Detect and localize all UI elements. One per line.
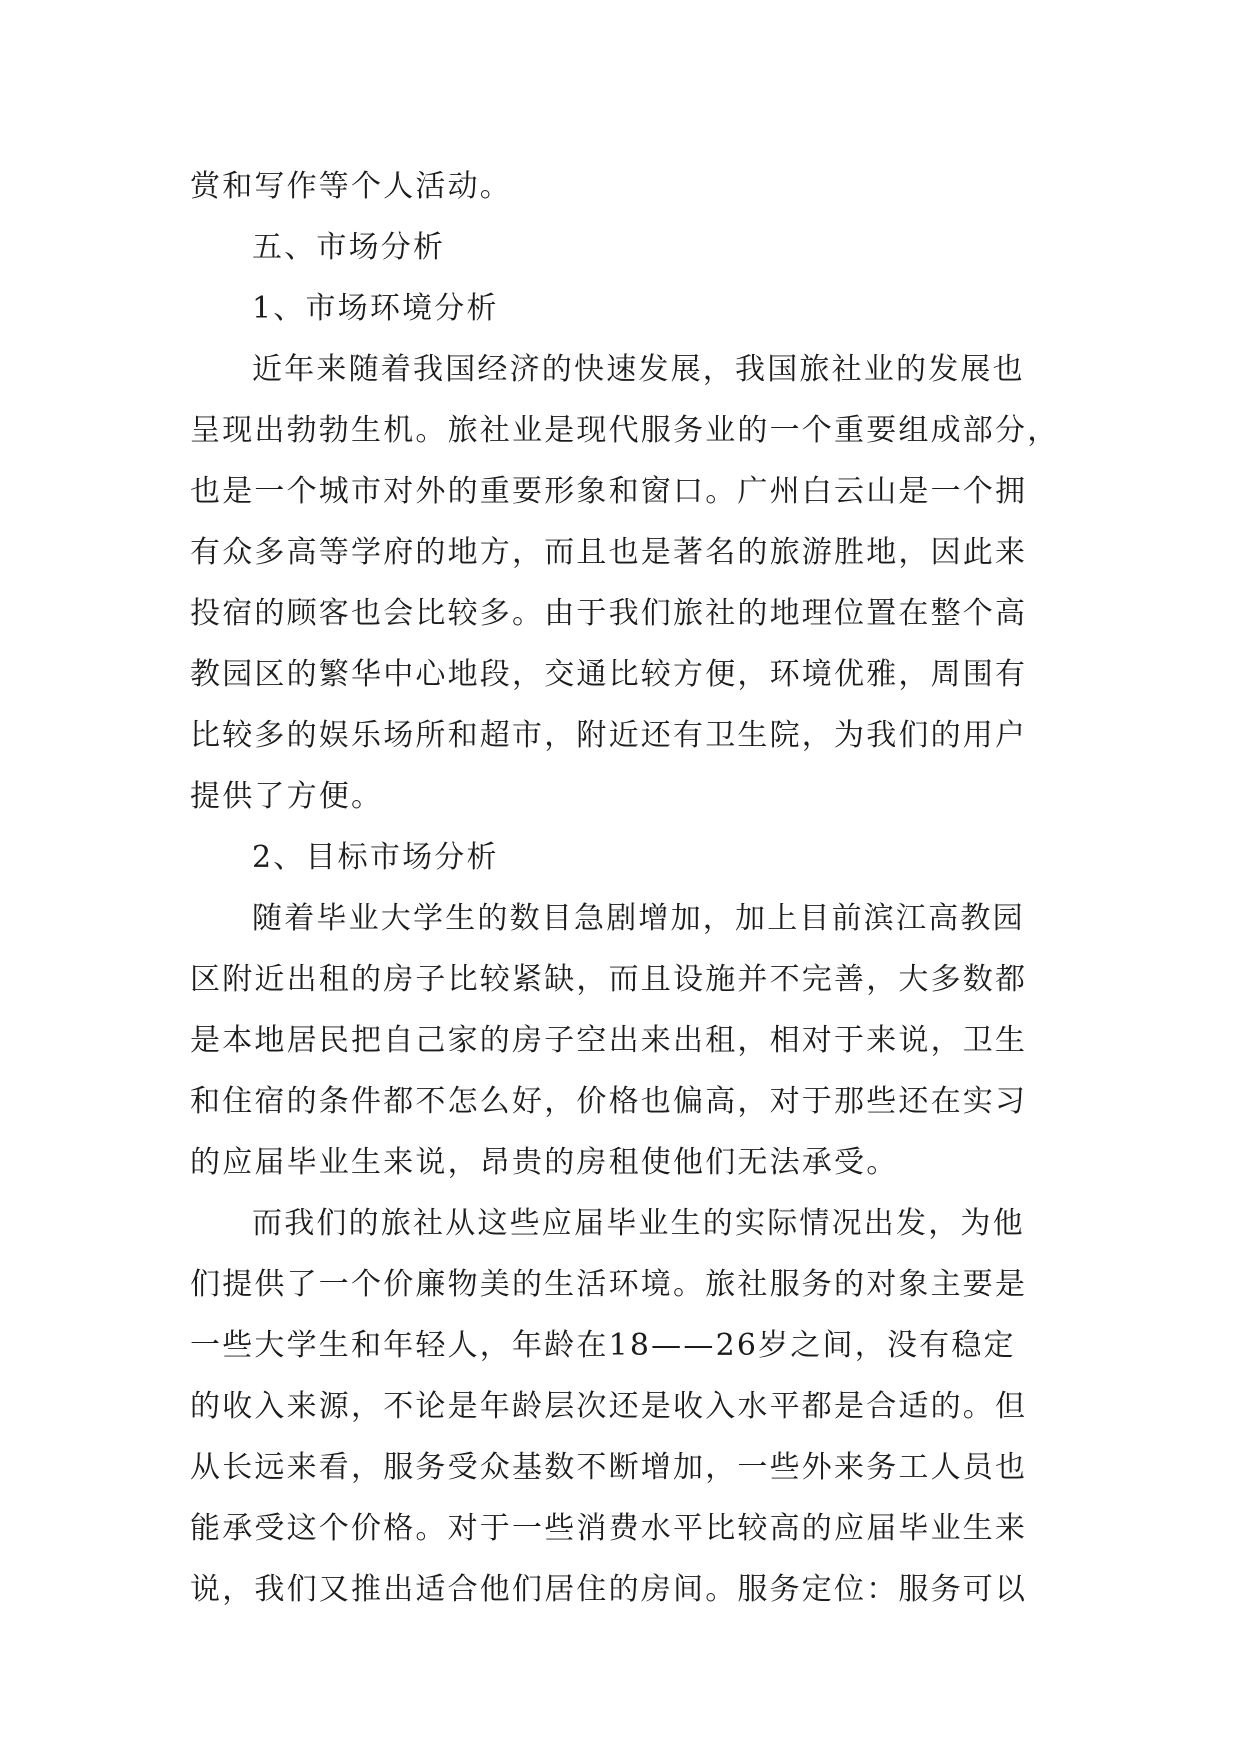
text-line: 也是一个城市对外的重要形象和窗口。广州白云山是一个拥 xyxy=(190,474,1028,509)
paragraph-first-line: 随着毕业大学生的数目急剧增加，加上目前滨江高教园 xyxy=(252,901,1025,936)
text-line: 的收入来源，不论是年龄层次还是收入水平都是合适的。但 xyxy=(190,1389,1028,1424)
text-line: 提供了方便。 xyxy=(190,779,384,814)
text-line: 一些大学生和年轻人，年龄在18——26岁之间，没有稳定 xyxy=(190,1328,1016,1363)
text-line: 呈现出勃勃生机。旅社业是现代服务业的一个重要组成部分， xyxy=(190,413,1060,448)
text-line: 比较多的娱乐场所和超市，附近还有卫生院，为我们的用户 xyxy=(190,718,1028,753)
text-line: 是本地居民把自己家的房子空出来出租，相对于来说，卫生 xyxy=(190,1023,1028,1058)
document-body xyxy=(190,156,1060,1620)
text-line: 们提供了一个价廉物美的生活环境。旅社服务的对象主要是 xyxy=(190,1267,1028,1302)
text-line: 和住宿的条件都不怎么好，价格也偏高，对于那些还在实习 xyxy=(190,1084,1028,1119)
text-line: 赏和写作等个人活动。 xyxy=(190,169,512,204)
text-line: 有众多高等学府的地方，而且也是著名的旅游胜地，因此来 xyxy=(190,535,1028,570)
paragraph-first-line: 近年来随着我国经济的快速发展，我国旅社业的发展也 xyxy=(252,352,1025,387)
text-line: 区附近出租的房子比较紧缺，而且设施并不完善，大多数都 xyxy=(190,962,1028,997)
text-line: 从长远来看，服务受众基数不断增加，一些外来务工人员也 xyxy=(190,1450,1028,1485)
text-line: 说，我们又推出适合他们居住的房间。服务定位：服务可以 xyxy=(190,1572,1028,1607)
section-heading-market-analysis: 五、市场分析 xyxy=(252,230,446,265)
text-line: 投宿的顾客也会比较多。由于我们旅社的地理位置在整个高 xyxy=(190,596,1028,631)
paragraph-first-line: 而我们的旅社从这些应届毕业生的实际情况出发，为他 xyxy=(252,1206,1025,1241)
text-line: 教园区的繁华中心地段，交通比较方便，环境优雅，周围有 xyxy=(190,657,1028,692)
subsection-heading-target-market: 2、目标市场分析 xyxy=(252,840,499,875)
text-line: 能承受这个价格。对于一些消费水平比较高的应届毕业生来 xyxy=(190,1511,1028,1546)
text-line: 的应届毕业生来说，昂贵的房租使他们无法承受。 xyxy=(190,1145,899,1180)
subsection-heading-market-environment: 1、市场环境分析 xyxy=(252,291,499,326)
